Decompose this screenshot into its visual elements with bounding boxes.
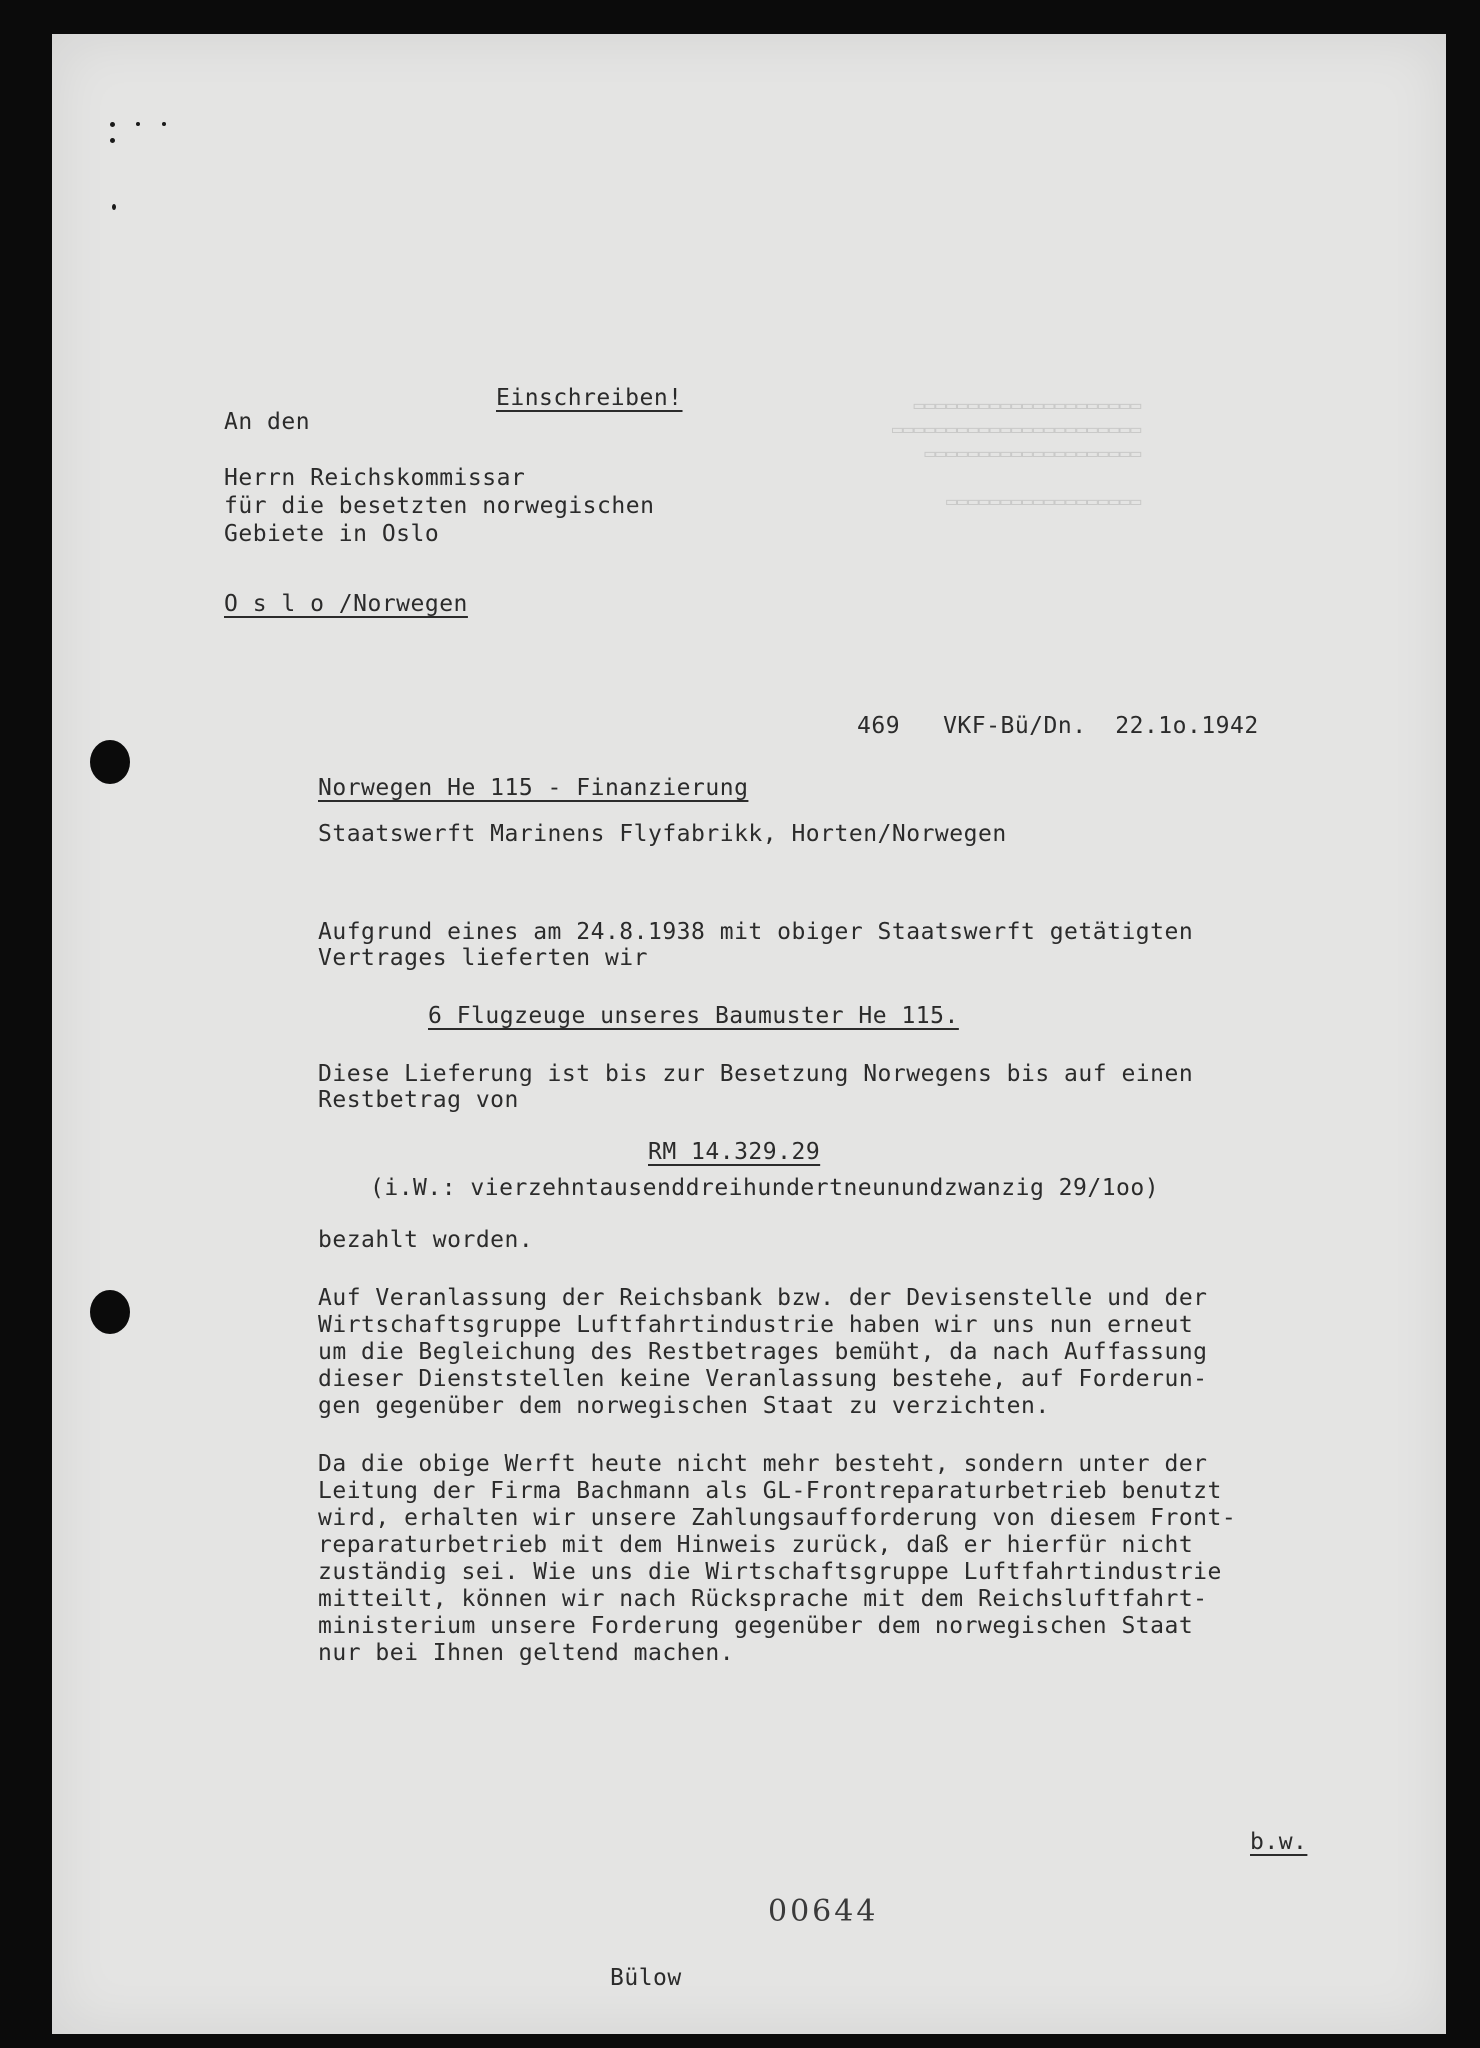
margin-mark — [136, 122, 140, 126]
amount-in-words: (i.W.: vierzehntausenddreihundertneunundzwanzig 29/1oo) — [370, 1175, 1160, 1201]
paragraph-line: Diese Lieferung ist bis zur Besetzung Norwegens bis auf einen — [318, 1061, 1194, 1087]
paragraph-line: dieser Dienststellen keine Veranlassung bestehe, auf Forderun- — [318, 1366, 1208, 1392]
address-line: Herrn Reichskommissar — [224, 465, 526, 491]
address-city: O s l o /Norwegen — [224, 591, 468, 617]
paragraph-line: Restbetrag von — [318, 1087, 519, 1113]
amount: RM 14.329.29 — [648, 1139, 821, 1165]
margin-mark — [112, 204, 116, 210]
paragraph-line: um die Begleichung des Restbetrages bemüht, da nach Auffassung — [318, 1339, 1208, 1365]
paragraph-line: ministerium unsere Forderung gegenüber dem norwegischen Staat — [318, 1613, 1194, 1639]
address-line: für die besetzten norwegischen — [224, 493, 655, 519]
registered-mail-heading: Einschreiben! — [496, 385, 683, 411]
bleed-through-text: ▭▭▭▭▭▭▭▭▭▭▭▭▭▭▭▭▭▭▭▭▭ ▭▭▭▭▭▭▭▭▭▭▭▭▭▭▭▭▭▭▭▭▭▭▭ ▭▭▭▭▭▭▭▭▭▭▭▭▭▭▭▭▭▭▭▭ ▭▭▭▭▭▭▭▭▭▭▭▭▭▭▭▭▭▭ — [892, 395, 1142, 512]
paragraph-line: wird, erhalten wir unsere Zahlungsaufforderung von diesem Front- — [318, 1505, 1237, 1531]
page-number-stamp: 00644 — [768, 1894, 879, 1929]
paragraph-line: reparaturbetrieb mit dem Hinweis zurück, daß er hierfür nicht — [318, 1532, 1194, 1558]
paragraph-line: zuständig sei. Wie uns die Wirtschaftsgruppe Luftfahrtindustrie — [318, 1559, 1222, 1585]
delivery-line: 6 Flugzeuge unseres Baumuster He 115. — [428, 1003, 959, 1029]
punch-hole-top — [90, 740, 130, 784]
paragraph-line: bezahlt worden. — [318, 1227, 534, 1253]
address-line: An den — [224, 409, 311, 435]
please-turn-over: b.w. — [1250, 1829, 1308, 1855]
paragraph-line: Auf Veranlassung der Reichsbank bzw. der Devisenstelle und der — [318, 1285, 1208, 1311]
subject-subline: Staatswerft Marinens Flyfabrikk, Horten/Norwegen — [318, 821, 1007, 847]
paragraph-line: Da die obige Werft heute nicht mehr besteht, sondern unter der — [318, 1451, 1208, 1477]
paragraph-line: Leitung der Firma Bachmann als GL-Frontreparaturbetrieb benutzt — [318, 1478, 1222, 1504]
paragraph-line: gen gegenüber dem norwegischen Staat zu verzichten. — [318, 1393, 1050, 1419]
paragraph-line: Wirtschaftsgruppe Luftfahrtindustrie haben wir uns nun erneut — [318, 1312, 1194, 1338]
margin-mark — [162, 122, 166, 126]
paragraph-line: mitteilt, können wir nach Rücksprache mit dem Reichsluftfahrt- — [318, 1586, 1208, 1612]
subject-line: Norwegen He 115 - Finanzierung — [318, 775, 749, 801]
address-line: Gebiete in Oslo — [224, 521, 440, 547]
signature-name: Bülow — [610, 1965, 682, 1991]
paragraph-line: Vertrages lieferten wir — [318, 945, 648, 971]
paragraph-line: nur bei Ihnen geltend machen. — [318, 1640, 735, 1666]
reference-line: 469 VKF-Bü/Dn. 22.1o.1942 — [857, 713, 1259, 739]
margin-mark — [110, 138, 115, 143]
document-page — [52, 34, 1446, 2034]
punch-hole-bottom — [90, 1290, 130, 1334]
paragraph-line: Aufgrund eines am 24.8.1938 mit obiger Staatswerft getätigten — [318, 919, 1194, 945]
margin-mark — [110, 122, 115, 127]
